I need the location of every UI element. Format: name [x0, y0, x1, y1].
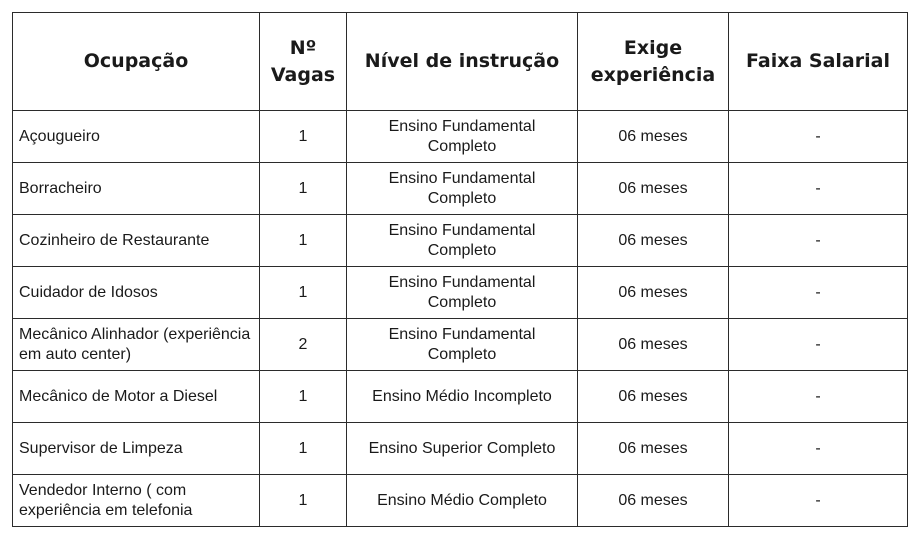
occupation-cell: Cozinheiro de Restaurante: [13, 215, 260, 267]
occupation-cell: Mecânico Alinhador (experiência em auto center): [13, 319, 260, 371]
experience-cell: 06 meses: [578, 215, 729, 267]
vacancies-cell: 2: [260, 319, 347, 371]
salary-cell: -: [729, 163, 908, 215]
table-row: [13, 111, 908, 163]
experience-cell: 06 meses: [578, 163, 729, 215]
experience-cell: 06 meses: [578, 267, 729, 319]
vacancies-cell: 1: [260, 423, 347, 475]
education-cell: Ensino Fundamental Completo: [347, 163, 578, 215]
education-cell: Ensino Fundamental Completo: [347, 111, 578, 163]
occupation-cell: Mecânico de Motor a Diesel: [13, 371, 260, 423]
salary-cell: -: [729, 371, 908, 423]
table-row: [13, 475, 908, 527]
experience-cell: 06 meses: [578, 111, 729, 163]
salary-cell: -: [729, 475, 908, 527]
occupation-cell: Borracheiro: [13, 163, 260, 215]
occupation-cell: Açougueiro: [13, 111, 260, 163]
table-row: [13, 319, 908, 371]
vacancies-cell: 1: [260, 267, 347, 319]
table-row: [13, 267, 908, 319]
table-row: [13, 371, 908, 423]
table-body: [13, 111, 908, 527]
vacancies-cell: 1: [260, 111, 347, 163]
experience-cell: 06 meses: [578, 475, 729, 527]
vacancies-cell: 1: [260, 163, 347, 215]
header-row: [13, 13, 908, 111]
vacancies-cell: 1: [260, 215, 347, 267]
education-cell: Ensino Fundamental Completo: [347, 267, 578, 319]
education-cell: Ensino Médio Completo: [347, 475, 578, 527]
experience-cell: 06 meses: [578, 319, 729, 371]
salary-cell: -: [729, 319, 908, 371]
salary-cell: -: [729, 111, 908, 163]
salary-cell: -: [729, 215, 908, 267]
vacancies-cell: 1: [260, 475, 347, 527]
occupation-cell: Vendedor Interno ( com experiência em telefonia: [13, 475, 260, 527]
header-vacancies: Nº Vagas: [260, 13, 347, 111]
header-experience: Exige experiência: [578, 13, 729, 111]
occupation-cell: Cuidador de Idosos: [13, 267, 260, 319]
occupation-cell: Supervisor de Limpeza: [13, 423, 260, 475]
experience-cell: 06 meses: [578, 423, 729, 475]
salary-cell: -: [729, 267, 908, 319]
education-cell: Ensino Fundamental Completo: [347, 319, 578, 371]
education-cell: Ensino Superior Completo: [347, 423, 578, 475]
table-row: [13, 215, 908, 267]
vacancies-cell: 1: [260, 371, 347, 423]
experience-cell: 06 meses: [578, 371, 729, 423]
header-occupation: Ocupação: [13, 13, 260, 111]
header-salary: Faixa Salarial: [729, 13, 908, 111]
salary-cell: -: [729, 423, 908, 475]
table-row: [13, 423, 908, 475]
education-cell: Ensino Fundamental Completo: [347, 215, 578, 267]
header-education: Nível de instrução: [347, 13, 578, 111]
education-cell: Ensino Médio Incompleto: [347, 371, 578, 423]
table-row: [13, 163, 908, 215]
table-header: [13, 13, 908, 111]
job-vacancies-table: [12, 12, 908, 527]
